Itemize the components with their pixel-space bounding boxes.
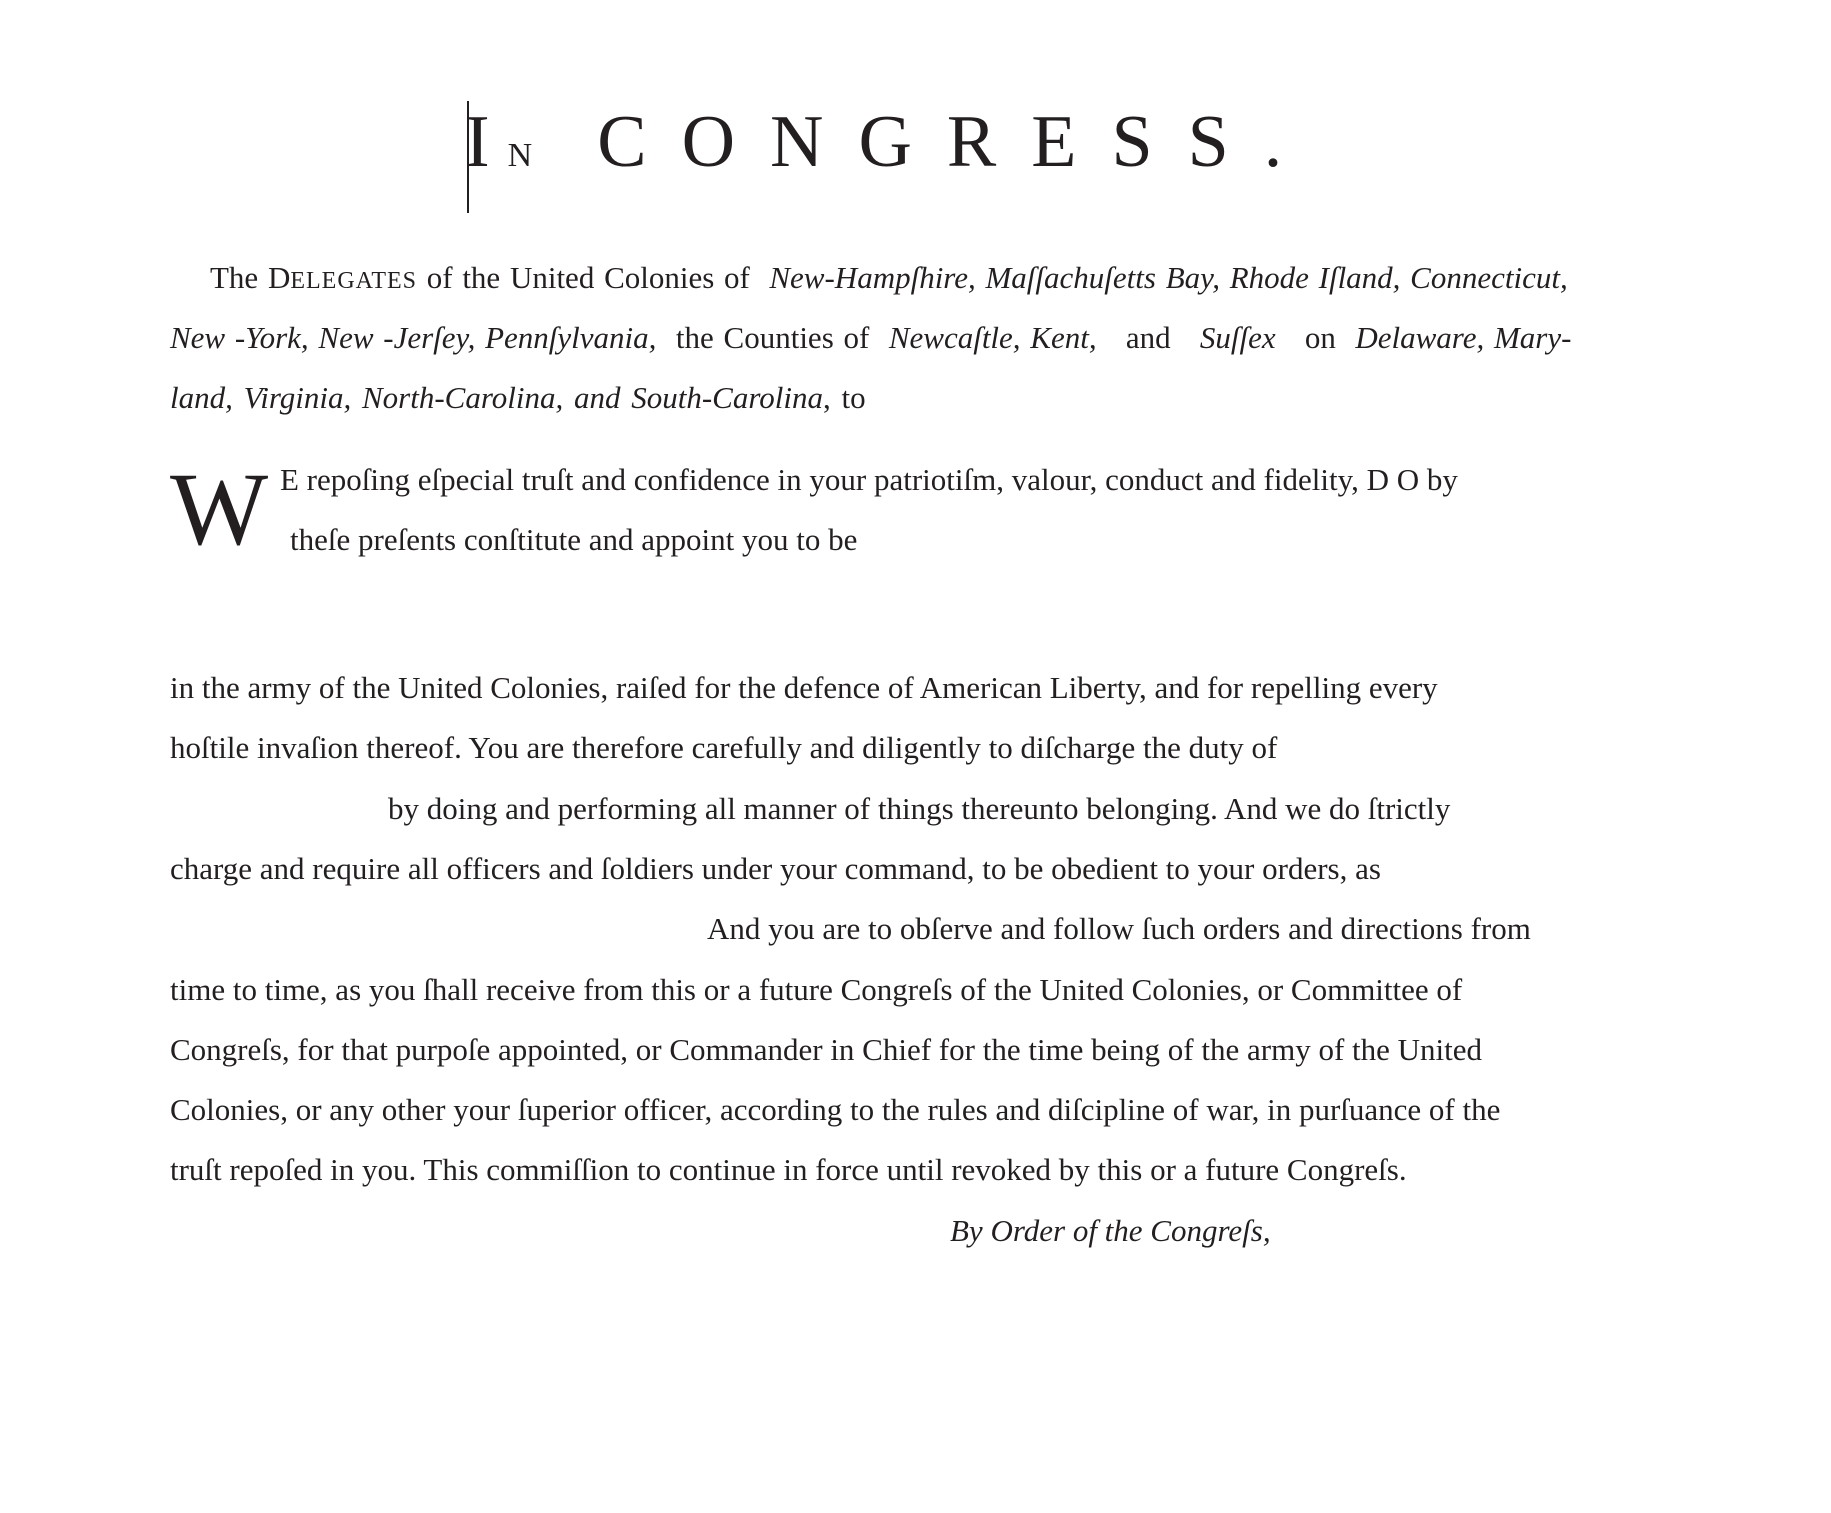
preamble-line-3 xyxy=(170,378,866,418)
body-line: charge and require all officers and ſoldiers under your command, to be obedient to your orders, as xyxy=(170,851,1381,886)
address-line-2: theſe preſents conſtitute and appoint you to be xyxy=(290,522,858,557)
preamble-text: the Counties of xyxy=(675,320,870,355)
preamble-text: The xyxy=(210,260,259,295)
address-line-1: E repoſing eſpecial truſt and confidence in your patriotiſm, valour, conduct and fidelity, D O by xyxy=(280,462,1458,497)
colony-names: New-Hampſhire, Maſſachuſetts Bay, Rhode Iſland, Connecticut, xyxy=(769,260,1568,295)
body-line: truſt repoſed in you. This commiſſion to continue in force until revoked by this or a future Congreſs. xyxy=(170,1152,1407,1187)
preamble-text: and xyxy=(1125,320,1171,355)
body-line: And you are to obſerve and follow ſuch orders and directions from xyxy=(707,911,1531,946)
body-line: time to time, as you ſhall receive from this or a future Congreſs of the United Colonies, or Committee of xyxy=(170,972,1463,1007)
colony-names: New -York, New -Jerſey, Pennſylvania, xyxy=(170,320,657,355)
page-title xyxy=(465,97,1317,201)
preamble-text: of the United Colonies of xyxy=(426,260,750,295)
preamble-text: , to xyxy=(823,380,866,415)
delegates-rest: ELEGATES xyxy=(290,268,417,294)
title-congress: CONGRESS. xyxy=(597,101,1318,183)
title-in-rest: N xyxy=(507,137,533,174)
title-in-initial: I xyxy=(465,101,508,183)
colony-names: Delaware, Mary- xyxy=(1355,320,1572,355)
body-line: in the army of the United Colonies, raiſed for the defence of American Liberty, and for repelling every xyxy=(170,670,1438,705)
county-names: Suſſex xyxy=(1199,320,1276,355)
preamble-line-2 xyxy=(170,318,1571,358)
body-line: Colonies, or any other your ſuperior officer, according to the rules and diſcipline of war, in purſuance of the xyxy=(170,1092,1501,1127)
preamble-text: on xyxy=(1304,320,1336,355)
drop-cap: W xyxy=(170,452,269,567)
body-line: hoſtile invaſion thereof. You are therefore carefully and diligently to diſcharge the duty of xyxy=(170,730,1278,765)
colony-names: land, Virginia, North-Carolina, and South-Carolina xyxy=(170,380,823,415)
county-names: Newcaſtle, Kent, xyxy=(888,320,1097,355)
body-line: Congreſs, for that purpoſe appointed, or Commander in Chief for the time being of the army of the United xyxy=(170,1032,1483,1067)
delegates-initial: D xyxy=(267,260,291,295)
signature-line: By Order of the Congreſs, xyxy=(950,1213,1271,1248)
preamble-line-1 xyxy=(210,258,1568,301)
body-line: by doing and performing all manner of things thereunto belonging. And we do ſtrictly xyxy=(388,791,1451,826)
